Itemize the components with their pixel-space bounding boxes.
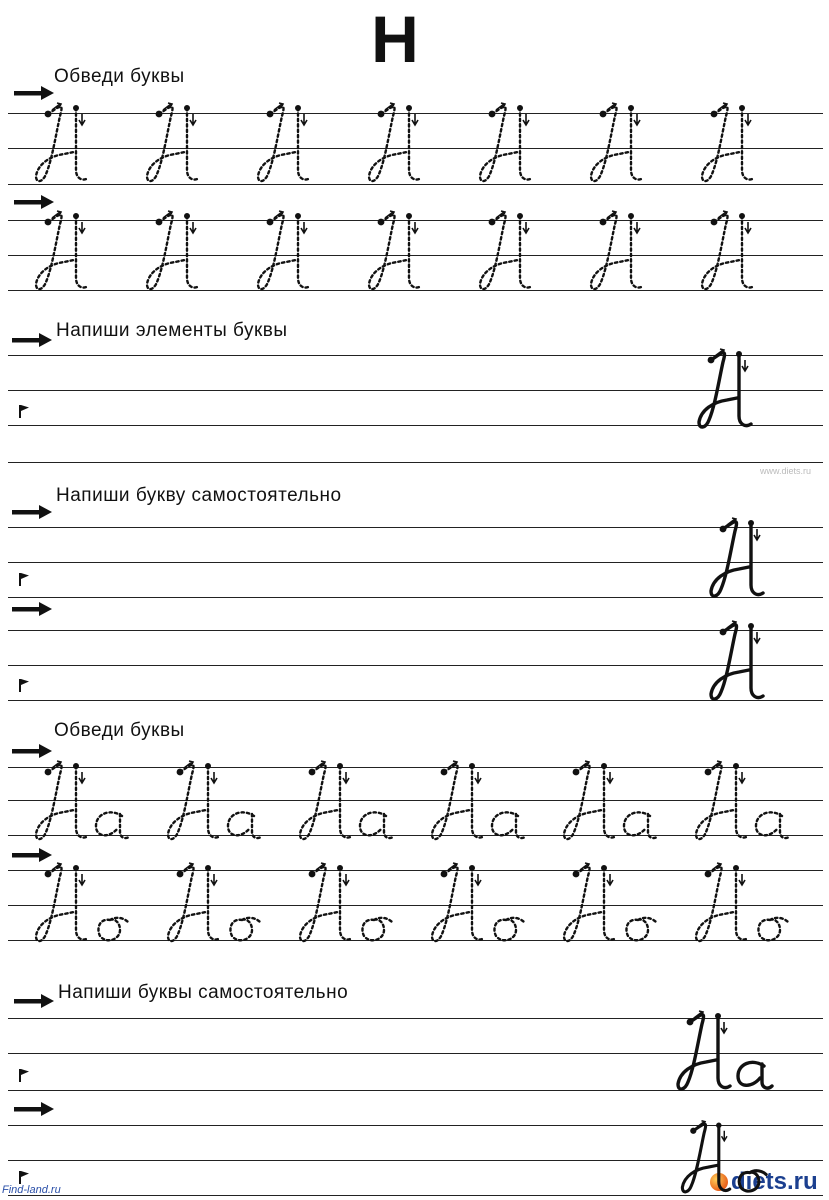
traced-syllable-na bbox=[558, 758, 668, 848]
sample-letter-n bbox=[700, 618, 770, 708]
sample-syllable-na bbox=[672, 1008, 782, 1098]
start-flag-icon bbox=[18, 572, 30, 586]
traced-letter-n bbox=[30, 208, 90, 298]
traced-syllable-na bbox=[30, 758, 140, 848]
traced-syllable-no bbox=[294, 860, 404, 950]
page-title-letter: Н bbox=[371, 2, 419, 76]
traced-letter-n bbox=[252, 100, 312, 190]
traced-letter-n bbox=[363, 100, 423, 190]
instruction-trace-syllables: Обведи буквы bbox=[54, 720, 185, 741]
instruction-trace-letters: Обведи буквы bbox=[54, 66, 185, 87]
instruction-write-elements: Напиши элементы буквы bbox=[56, 320, 288, 341]
traced-letter-n bbox=[474, 208, 534, 298]
traced-letter-n bbox=[696, 100, 756, 190]
start-flag-icon bbox=[18, 678, 30, 692]
sample-letter-n bbox=[700, 515, 770, 605]
traced-syllable-na bbox=[162, 758, 272, 848]
watermark-left: Find-land.ru bbox=[2, 1184, 61, 1196]
right-arrow-icon bbox=[14, 1102, 54, 1116]
instruction-write-syllables: Напиши буквы самостоятельно bbox=[58, 982, 349, 1003]
right-arrow-icon bbox=[12, 602, 52, 616]
sample-letter-n-elements bbox=[668, 346, 778, 436]
sample-syllable-no bbox=[672, 1118, 782, 1200]
traced-syllable-no bbox=[690, 860, 800, 950]
traced-letter-n bbox=[363, 208, 423, 298]
traced-letter-n bbox=[696, 208, 756, 298]
right-arrow-icon bbox=[14, 86, 54, 100]
traced-syllable-no bbox=[426, 860, 536, 950]
right-arrow-icon bbox=[12, 744, 52, 758]
traced-syllable-na bbox=[426, 758, 536, 848]
traced-syllable-na bbox=[294, 758, 404, 848]
instruction-write-letter: Напиши букву самостоятельно bbox=[56, 485, 342, 506]
traced-letter-n bbox=[141, 100, 201, 190]
traced-letter-n bbox=[585, 100, 645, 190]
traced-letter-n bbox=[474, 100, 534, 190]
right-arrow-icon bbox=[14, 195, 54, 209]
watermark-logo-text: diets.ru bbox=[731, 1168, 818, 1195]
start-flag-icon bbox=[18, 404, 30, 418]
traced-letter-n bbox=[30, 100, 90, 190]
traced-syllable-no bbox=[30, 860, 140, 950]
right-arrow-icon bbox=[12, 505, 52, 519]
traced-syllable-no bbox=[558, 860, 668, 950]
traced-letter-n bbox=[141, 208, 201, 298]
right-arrow-icon bbox=[12, 333, 52, 347]
traced-letter-n bbox=[252, 208, 312, 298]
traced-letter-n bbox=[585, 208, 645, 298]
start-flag-icon bbox=[18, 1068, 30, 1082]
traced-syllable-na bbox=[690, 758, 800, 848]
start-flag-icon bbox=[18, 1170, 30, 1184]
right-arrow-icon bbox=[14, 994, 54, 1008]
ruled-line bbox=[8, 462, 823, 463]
watermark-small: www.diets.ru bbox=[760, 466, 812, 476]
traced-syllable-no bbox=[162, 860, 272, 950]
